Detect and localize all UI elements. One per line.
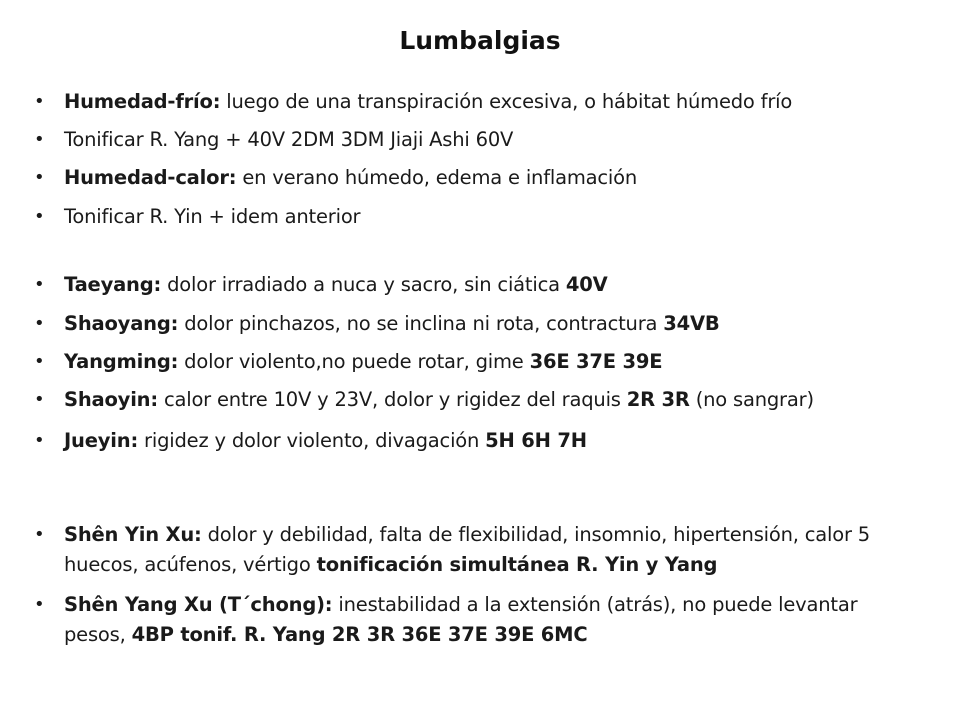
bullet-marker: • bbox=[34, 206, 45, 227]
list-item bbox=[34, 311, 924, 337]
bullet-marker: • bbox=[34, 430, 45, 451]
item-text: dolor pinchazos, no se inclina ni rota, contractura bbox=[178, 312, 664, 335]
list-item bbox=[34, 127, 924, 153]
list-item bbox=[34, 387, 924, 413]
list-item bbox=[34, 428, 924, 454]
item-term: Taeyang: bbox=[64, 273, 162, 296]
item-text: en verano húmedo, edema e inflamación bbox=[236, 166, 637, 189]
item-note: (no sangrar) bbox=[689, 388, 814, 411]
item-text: Tonificar R. Yin + idem anterior bbox=[64, 205, 361, 228]
item-text: dolor y debilidad, falta de flexibilidad, insomnio, hipertensión, calor 5 huecos, acúfenos, vértigo bbox=[64, 523, 871, 576]
item-term: Shaoyin: bbox=[64, 388, 158, 411]
item-text: dolor violento,no puede rotar, gime bbox=[178, 350, 530, 373]
item-points: 40V bbox=[565, 273, 608, 296]
item-term: Humedad-frío: bbox=[64, 90, 221, 113]
item-text: Tonificar R. Yang + 40V 2DM 3DM Jiaji Ashi 60V bbox=[64, 128, 514, 151]
list-item bbox=[34, 204, 924, 230]
list-item bbox=[34, 520, 924, 580]
bullet-marker: • bbox=[34, 167, 45, 188]
item-points: 4BP tonif. R. Yang 2R 3R 36E 37E 39E 6MC bbox=[131, 623, 588, 646]
item-text: rigidez y dolor violento, divagación bbox=[138, 429, 486, 452]
item-points: 34VB bbox=[663, 312, 720, 335]
bullet-marker: • bbox=[34, 274, 45, 295]
item-term: Shên Yin Xu: bbox=[64, 523, 202, 546]
bullet-marker: • bbox=[34, 594, 45, 615]
item-term: Yangming: bbox=[64, 350, 179, 373]
list-item bbox=[34, 89, 924, 115]
bullet-marker: • bbox=[34, 91, 45, 112]
bullet-marker: • bbox=[34, 129, 45, 150]
item-term: Humedad-calor: bbox=[64, 166, 237, 189]
bullet-marker: • bbox=[34, 351, 45, 372]
item-term: Shên Yang Xu (T´chong): bbox=[64, 593, 333, 616]
item-points: 2R 3R bbox=[626, 388, 690, 411]
item-text: inestabilidad a la extensión (atrás), no puede levantar pesos, bbox=[64, 593, 858, 646]
list-item bbox=[34, 349, 924, 375]
item-term: Jueyin: bbox=[64, 429, 139, 452]
item-text: luego de una transpiración excesiva, o hábitat húmedo frío bbox=[220, 90, 793, 113]
slide-title: Lumbalgias bbox=[399, 26, 561, 55]
item-term: Shaoyang: bbox=[64, 312, 179, 335]
bullet-marker: • bbox=[34, 524, 45, 545]
bullet-marker: • bbox=[34, 389, 45, 410]
bullet-marker: • bbox=[34, 313, 45, 334]
item-points: 36E 37E 39E bbox=[529, 350, 663, 373]
item-text: dolor irradiado a nuca y sacro, sin ciática bbox=[161, 273, 566, 296]
list-item bbox=[34, 165, 924, 191]
list-item bbox=[34, 590, 924, 650]
item-points: tonificación simultánea R. Yin y Yang bbox=[316, 553, 718, 576]
list-item bbox=[34, 272, 924, 298]
item-points: 5H 6H 7H bbox=[485, 429, 587, 452]
item-text: calor entre 10V y 23V, dolor y rigidez del raquis bbox=[157, 388, 627, 411]
